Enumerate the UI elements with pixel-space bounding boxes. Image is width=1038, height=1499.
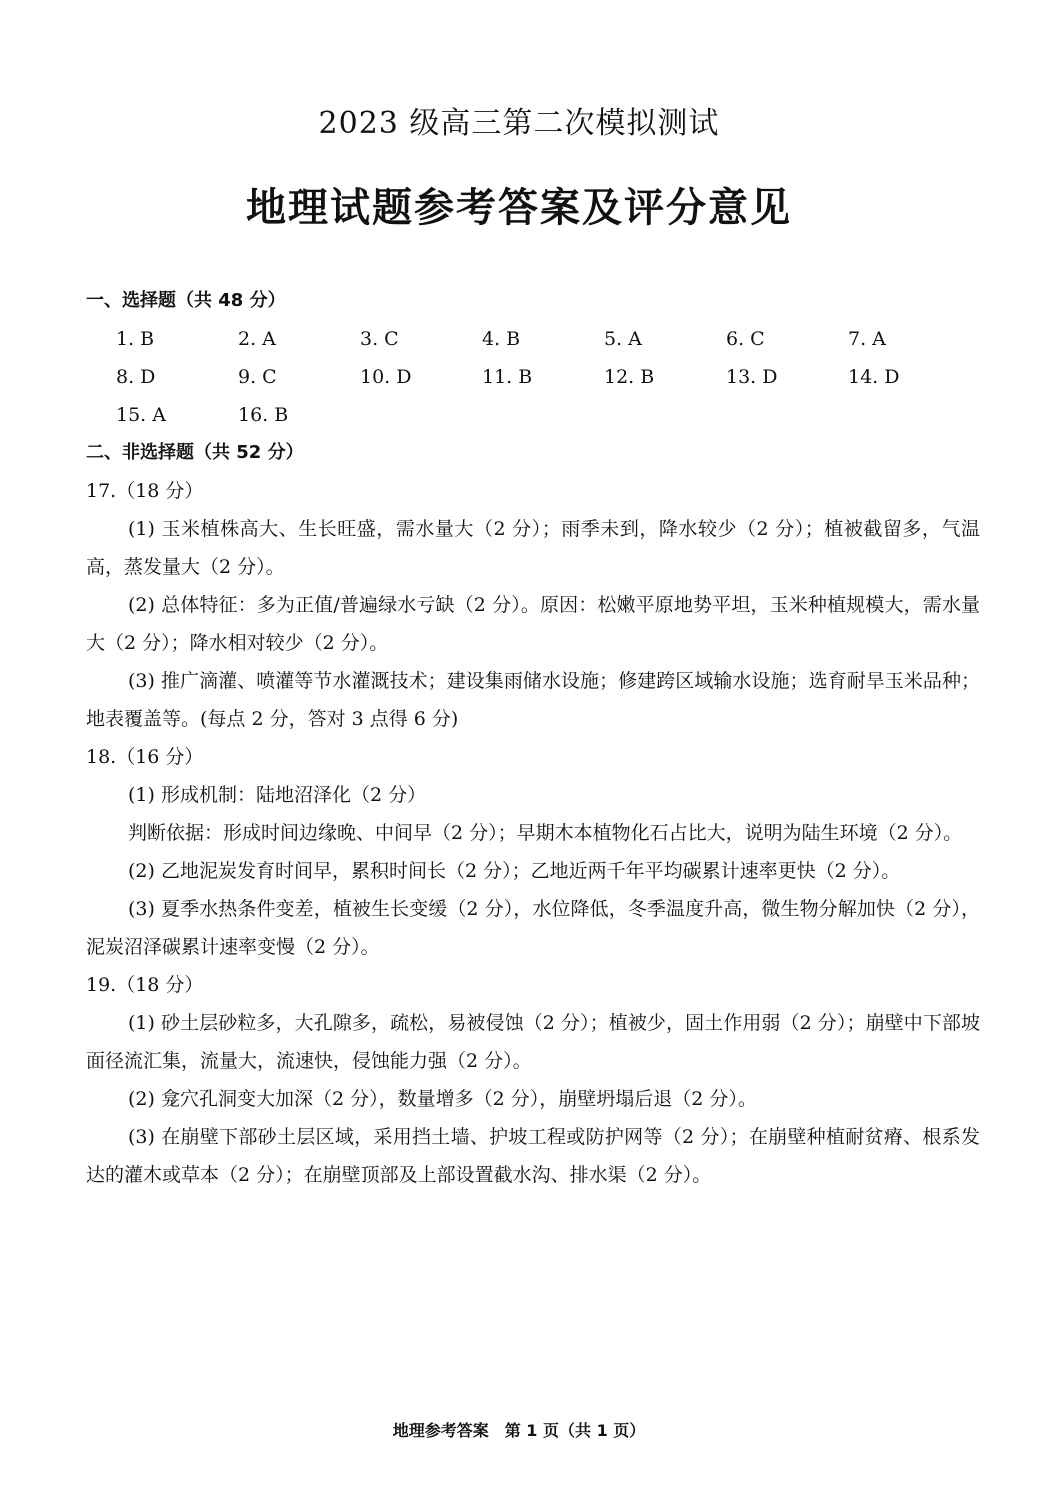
mc-answer: 10. D bbox=[360, 366, 412, 388]
mc-answer: 3. C bbox=[360, 328, 399, 350]
page-footer: 地理参考答案 第 1 页（共 1 页） bbox=[392, 1421, 646, 1440]
mc-answer: 4. B bbox=[482, 328, 521, 350]
section-heading-multiple-choice: 一、选择题（共 48 分） bbox=[86, 290, 286, 311]
question-18-part-1: (1) 形成机制：陆地沼泽化（2 分） bbox=[128, 784, 427, 806]
mc-answer: 8. D bbox=[116, 366, 156, 388]
answer-content bbox=[86, 282, 980, 1194]
mc-answer: 13. D bbox=[726, 366, 778, 388]
question-19-part-3: (3) 在崩壁下部砂土层区域，采用挡土墙、护坡工程或防护网等（2 分）；在崩壁种植耐贫瘠、根系发达的灌木或草本（2 分）；在崩壁顶部及上部设置截水沟、排水渠（2 分）。 bbox=[86, 1126, 980, 1186]
question-19-part-1: (1) 砂土层砂粒多，大孔隙多，疏松，易被侵蚀（2 分）；植被少，固土作用弱（2 分）；崩壁中下部坡面径流汇集，流量大，流速快，侵蚀能力强（2 分）。 bbox=[86, 1012, 980, 1072]
mc-answer: 11. B bbox=[482, 366, 533, 388]
question-18-part-3: (3) 夏季水热条件变差，植被生长变缓（2 分），水位降低，冬季温度升高，微生物分解加快（2 分），泥炭沼泽碳累计速率变慢（2 分）。 bbox=[86, 898, 980, 958]
question-18-basis: 判断依据：形成时间边缘晚、中间早（2 分）；早期木本植物化石占比大，说明为陆生环境（2 分）。 bbox=[128, 822, 963, 844]
question-19-heading: 19.（18 分） bbox=[86, 974, 204, 996]
page-title: 地理试题参考答案及评分意见 bbox=[246, 185, 792, 231]
question-17-part-1: (1) 玉米植株高大、生长旺盛，需水量大（2 分）；雨季未到，降水较少（2 分）；植被截留多，气温高，蒸发量大（2 分）。 bbox=[86, 518, 980, 578]
question-17-part-3: (3) 推广滴灌、喷灌等节水灌溉技术；建设集雨储水设施；修建跨区域输水设施；选育耐旱玉米品种；地表覆盖等。(每点 2 分，答对 3 点得 6 分) bbox=[86, 670, 980, 730]
mc-answer: 12. B bbox=[604, 366, 655, 388]
question-17-part-2: (2) 总体特征：多为正值/普遍绿水亏缺（2 分）。原因：松嫩平原地势平坦，玉米种植规模大，需水量大（2 分）；降水相对较少（2 分）。 bbox=[86, 594, 980, 654]
mc-answer: 14. D bbox=[848, 366, 900, 388]
mc-answer: 15. A bbox=[116, 404, 166, 426]
mc-answer: 7. A bbox=[848, 328, 886, 350]
multiple-choice-answers bbox=[86, 320, 980, 434]
mc-answer: 2. A bbox=[238, 328, 276, 350]
mc-answer: 5. A bbox=[604, 328, 642, 350]
mc-answer: 16. B bbox=[238, 404, 289, 426]
question-18-part-2: (2) 乙地泥炭发育时间早，累积时间长（2 分）；乙地近两千年平均碳累计速率更快（2 分）。 bbox=[128, 860, 901, 882]
question-18-heading: 18.（16 分） bbox=[86, 746, 204, 768]
mc-answer: 6. C bbox=[726, 328, 765, 350]
question-17-heading: 17.（18 分） bbox=[86, 480, 204, 502]
exam-subtitle: 2023 级高三第二次模拟测试 bbox=[318, 106, 720, 141]
question-19-part-2: (2) 龛穴孔洞变大加深（2 分），数量增多（2 分），崩壁坍塌后退（2 分）。 bbox=[128, 1088, 757, 1110]
section-heading-free-response: 二、非选择题（共 52 分） bbox=[86, 442, 304, 463]
mc-answer: 1. B bbox=[116, 328, 155, 350]
mc-answer: 9. C bbox=[238, 366, 277, 388]
